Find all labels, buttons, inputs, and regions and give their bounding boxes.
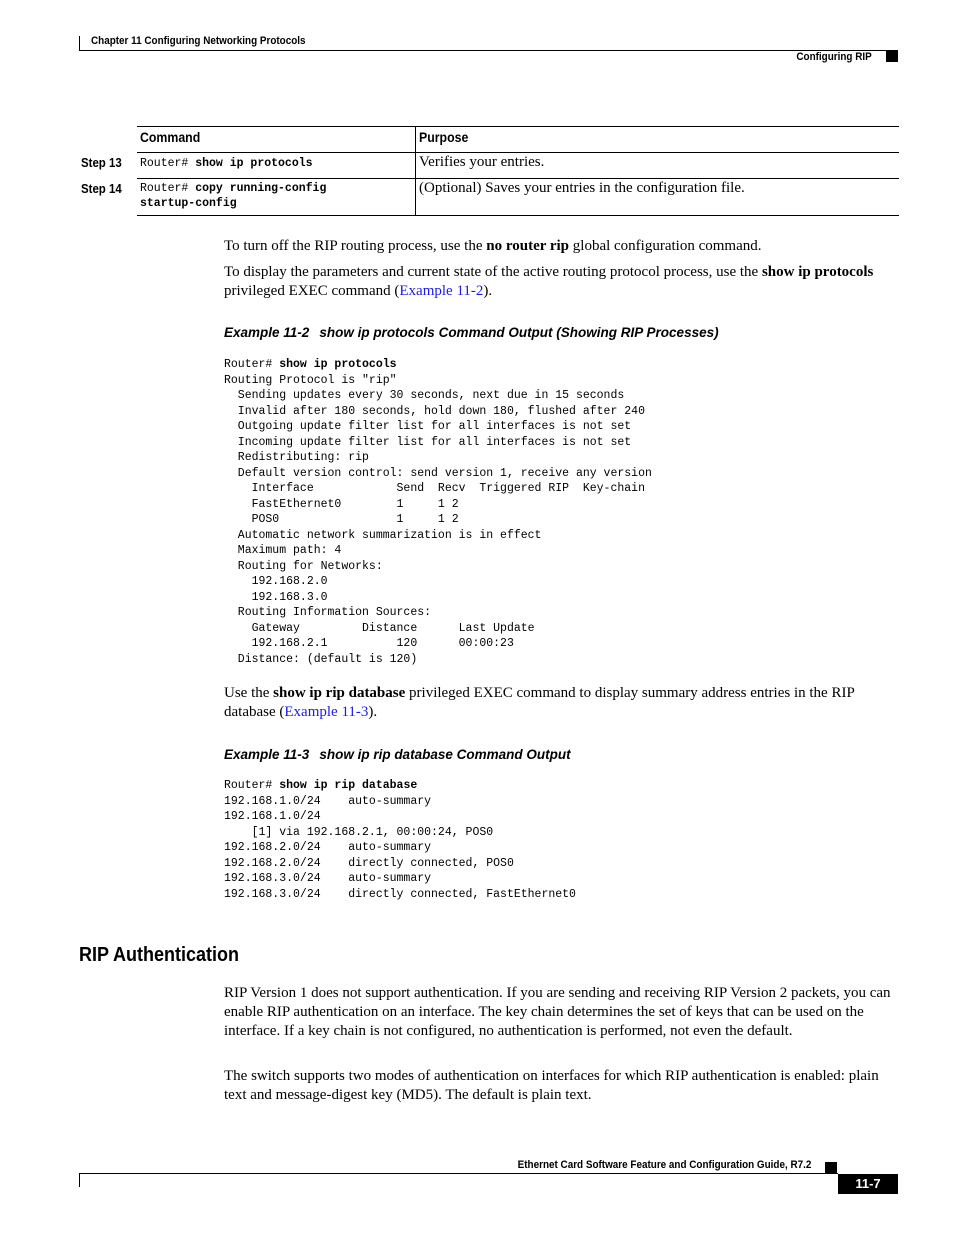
table-top-rule (137, 126, 899, 127)
page-number: 11-7 (838, 1174, 898, 1194)
column-header-command: Command (140, 129, 201, 145)
table-row-rule (137, 178, 899, 179)
example-link[interactable]: Example 11-3 (284, 704, 369, 720)
table-header-rule (137, 152, 899, 153)
cli-prompt: Router# (224, 779, 280, 792)
chapter-title: Chapter 11 Configuring Networking Protocols (91, 35, 306, 47)
cli-command: copy running-config (195, 182, 327, 195)
text-run: ). (483, 283, 493, 299)
paragraph-auth-modes: The switch supports two modes of authentication on interfaces for which RIP authentication is enabled: plain text and message-digest key (MD5). The default is plain text. (224, 1068, 879, 1103)
text-run: privileged EXEC command ( (224, 283, 400, 299)
example-title (224, 747, 571, 762)
cli-command: show ip protocols (195, 157, 313, 170)
text-run: To display the parameters and current state of the active routing protocol process, use the (224, 264, 762, 280)
paragraph-show-rip-database (224, 684, 899, 722)
cli-prompt: Router# (140, 157, 196, 170)
column-header-purpose: Purpose (419, 129, 469, 145)
text-run: global configuration command. (569, 238, 762, 254)
cli-prompt: Router# (140, 182, 196, 195)
text-run: privileged EXEC command to display summary address entries in the RIP database ( (224, 685, 855, 720)
table-bottom-rule (137, 215, 899, 216)
cli-command-continued: startup-config (140, 197, 237, 210)
table-row-purpose: (Optional) Saves your entries in the configuration file. (419, 180, 745, 196)
example-link[interactable]: Example 11-2 (399, 283, 484, 299)
table-row-command (140, 156, 313, 171)
command-keyword: no router rip (486, 238, 570, 254)
code-block (224, 357, 652, 667)
code-block (224, 778, 576, 902)
cli-output: Routing Protocol is "rip" Sending updates every 30 seconds, next due in 15 seconds Invalid after 180 seconds, hold down 180, flushed after 240 Outgoing update filter list for all interfaces is not set Incoming update filter list for all interfaces is not set Redistributing: rip Default version control: send version 1, receive any version Interface Send Recv Triggered RIP Key-chain FastEthernet0 1 1 2 POS0 1 1 2 Automatic network summarization is in effect Maximum path: 4 Routing for Networks: 192.168.2.0 192.168.3.0 Routing Information Sources: Gateway Distance Last Update 192.168.2.1 120 00:00:23 Distance: (default is 120) (224, 373, 652, 666)
table-row-purpose: Verifies your entries. (419, 154, 545, 170)
paragraph-show-protocols (224, 263, 899, 301)
table-column-divider (415, 126, 416, 215)
paragraph-rip-auth-intro: RIP Version 1 does not support authentication. If you are sending and receiving RIP Version 2 packets, you can enable RIP authentication on an interface. The key chain determines the set of keys that can be used on the interface. If a key chain is not configured, no authentication is performed, not even the default. (224, 985, 891, 1039)
text-run: Use the (224, 685, 274, 701)
command-keyword: show ip rip database (273, 685, 406, 701)
text-run: ). (368, 704, 378, 720)
table-row-command (140, 181, 326, 211)
cli-output: 192.168.1.0/24 auto-summary 192.168.1.0/24 [1] via 192.168.2.1, 00:00:24, POS0 192.168.2.0/24 auto-summary 192.168.2.0/24 directly connected, POS0 192.168.3.0/24 auto-summary 192.168.3.0/24 directly connected, FastEthernet0 (224, 794, 576, 901)
header-marker (886, 51, 898, 62)
paragraph-disable-rip (224, 237, 899, 256)
step-label-14: Step 14 (81, 181, 122, 196)
footer-marker (825, 1162, 837, 1173)
footer-rule (79, 1173, 838, 1174)
section-heading: RIP Authentication (79, 944, 240, 966)
header-left-rule (79, 36, 80, 50)
cli-prompt: Router# (224, 358, 280, 371)
example-caption: show ip rip database Command Output (319, 747, 571, 762)
guide-title: Ethernet Card Software Feature and Configuration Guide, R7.2 (517, 1159, 811, 1171)
example-number: Example 11-3 (224, 747, 310, 762)
example-title (224, 325, 719, 340)
example-caption: show ip protocols Command Output (Showing RIP Processes) (319, 325, 719, 340)
section-title: Configuring RIP (796, 51, 872, 63)
footer-left-rule (79, 1173, 80, 1187)
text-run: To turn off the RIP routing process, use the (224, 238, 487, 254)
command-keyword: show ip protocols (761, 264, 874, 280)
step-label-13: Step 13 (81, 155, 122, 170)
cli-command: show ip rip database (279, 779, 418, 792)
example-number: Example 11-2 (224, 325, 310, 340)
cli-command: show ip protocols (279, 358, 397, 371)
header-rule (79, 50, 898, 51)
